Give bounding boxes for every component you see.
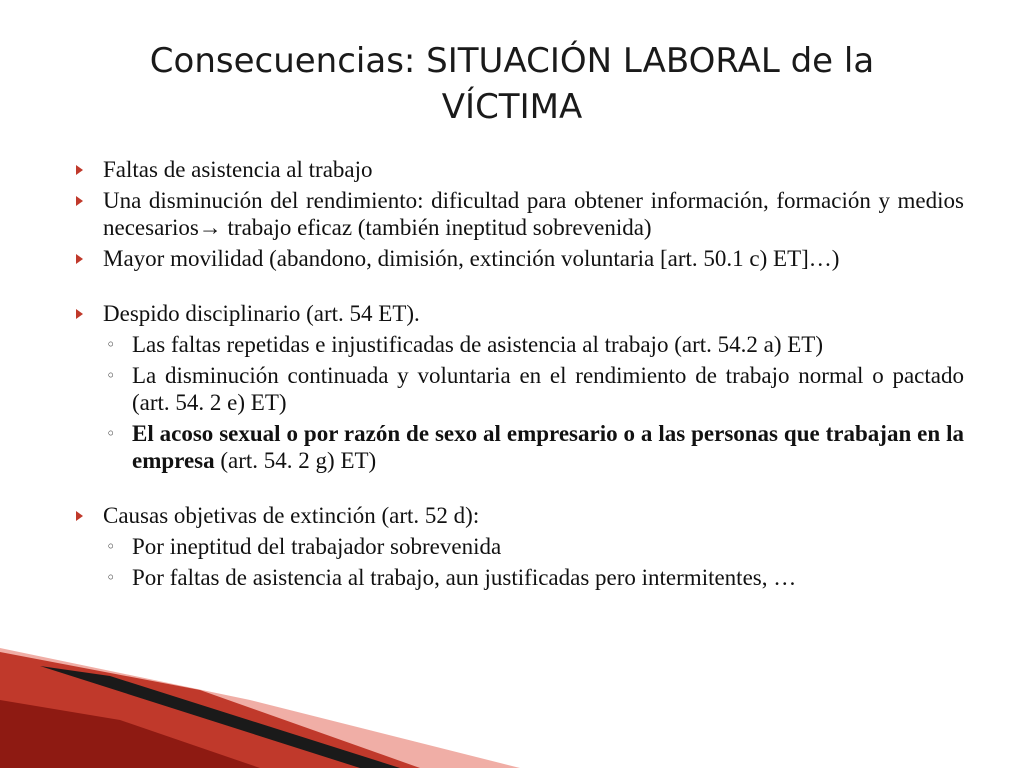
circle-outline-icon: ◦	[106, 335, 116, 354]
list-item	[72, 187, 964, 241]
red-swoosh-light	[0, 648, 520, 768]
list-item-text: Faltas de asistencia al trabajo	[103, 157, 373, 182]
list-item	[72, 245, 964, 272]
list-item-text: Mayor movilidad (abandono, dimisión, extinción voluntaria [art. 50.1 c) ET]…)	[103, 246, 840, 271]
list-item	[72, 156, 964, 183]
circle-outline-icon: ◦	[106, 537, 116, 556]
sub-list-item	[72, 533, 964, 560]
sub-list-item-text: Por faltas de asistencia al trabajo, aun justificadas pero intermitentes, …	[132, 565, 797, 590]
sub-list-item-text: (art. 54. 2 g) ET)	[214, 448, 377, 473]
red-swoosh-dark	[0, 700, 260, 768]
triangle-right-icon	[76, 254, 83, 264]
page-title: Consecuencias: SITUACIÓN LABORAL de la VÍCTIMA	[149, 41, 875, 127]
triangle-right-icon	[76, 196, 83, 206]
sub-list-item-text: Por ineptitud del trabajador sobrevenida	[132, 534, 502, 559]
list-item-text: Despido disciplinario (art. 54 ET).	[103, 301, 420, 326]
sub-list-item	[72, 420, 964, 474]
circle-outline-icon: ◦	[106, 424, 116, 443]
sub-list-item	[72, 331, 964, 358]
list-item	[72, 502, 964, 529]
list-item	[72, 300, 964, 327]
circle-outline-icon: ◦	[106, 568, 116, 587]
sub-list-item	[72, 564, 964, 591]
circle-outline-icon: ◦	[106, 366, 116, 385]
sub-list-item-text: Las faltas repetidas e injustificadas de asistencia al trabajo (art. 54.2 a) ET)	[132, 332, 823, 357]
triangle-right-icon	[76, 309, 83, 319]
sub-list-item-text: La disminución continuada y voluntaria en el rendimiento de trabajo normal o pactado (art. 54. 2 e) ET)	[132, 363, 964, 415]
sub-list-item-bold-text: El acoso sexual o por razón de sexo al empresario o a las personas que trabajan en la empresa	[132, 421, 964, 473]
triangle-right-icon	[76, 511, 83, 521]
black-stripe	[40, 666, 400, 768]
bullet-list	[72, 152, 964, 591]
sub-list-item	[72, 362, 964, 416]
triangle-right-icon	[76, 165, 83, 175]
list-item-text: Causas objetivas de extinción (art. 52 d):	[103, 503, 480, 528]
list-item-text: Una disminución del rendimiento: dificultad para obtener información, formación y medios necesarios→ trabajo eficaz (también ineptitud sobrevenida)	[103, 188, 964, 240]
red-swoosh	[0, 652, 420, 768]
